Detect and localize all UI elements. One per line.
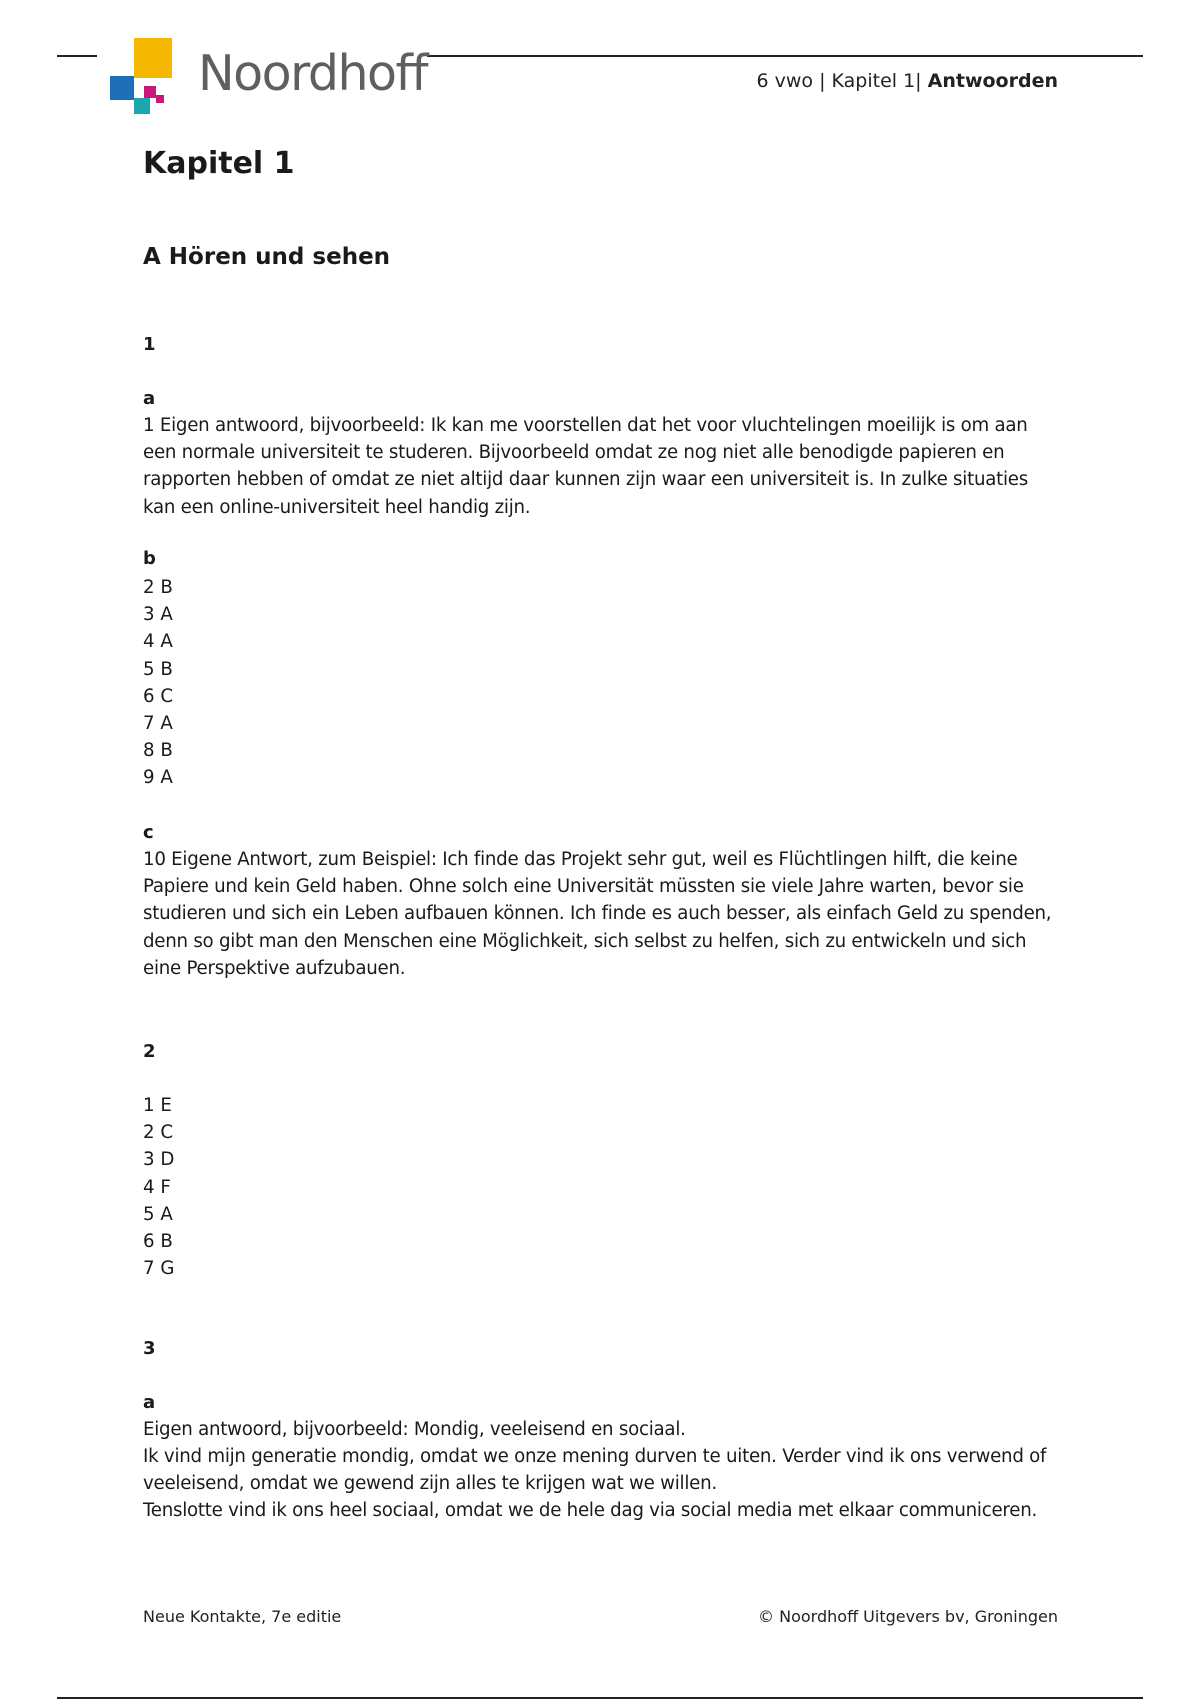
- footer-edition: Neue Kontakte, 7e editie: [143, 1607, 342, 1626]
- list-item: 2 B: [143, 577, 173, 598]
- list-item: 9 A: [143, 767, 173, 789]
- answer-text: Eigen antwoord, bijvoorbeeld: Mondig, veeleisend en sociaal.: [143, 1419, 686, 1440]
- noordhoff-logo-icon: [110, 38, 180, 118]
- answer-text: 10 Eigene Antwort, zum Beispiel: Ich finde das Projekt sehr gut, weil es Flüchtlingen hilft, die keine Papiere und kein Geld haben. Ohne solch eine Universität müssten sie viele Jahre warten, bevor sie studieren und sich ein Leben aufbauen können. Ich finde es auch besser, als einfach Geld zu spenden, denn so gibt man den Menschen eine Möglichkeit, sich selbst zu helfen, sich zu entwickeln und sich eine Perspektive aufzubauen.: [143, 849, 1052, 979]
- footer-rule: [57, 1697, 1143, 1699]
- list-item: 1 E: [143, 1095, 172, 1116]
- header-info-bold: Antwoorden: [927, 70, 1058, 92]
- header-rule-right: [427, 55, 1143, 57]
- list-item: 7 A: [143, 713, 173, 735]
- list-item: 7 G: [143, 1258, 175, 1280]
- list-item: 6 C: [143, 685, 174, 707]
- part-label: a: [143, 388, 156, 409]
- logo-yellow-square: [134, 38, 172, 78]
- section-title: A Hören und sehen: [143, 244, 391, 270]
- part-label: c: [143, 822, 154, 843]
- footer-copyright: © Noordhoff Uitgevers bv, Groningen: [758, 1607, 1058, 1626]
- header-info-text: 6 vwo | Kapitel 1|: [756, 70, 922, 92]
- answer-text: 1 Eigen antwoord, bijvoorbeeld: Ik kan me voorstellen dat het voor vluchtelingen moeilijk is om aan een normale universiteit te studeren. Bijvoorbeeld omdat ze nog niet alle benodigde papieren en rapporten hebben of omdat ze niet altijd daar kunnen zijn waar een universiteit is. In zulke situaties kan een online-universiteit heel handig zijn.: [143, 415, 1028, 518]
- question-number: 2: [143, 1041, 156, 1062]
- header-info: [757, 70, 1058, 92]
- page-title: Kapitel 1: [143, 146, 295, 181]
- list-item: 5 B: [143, 658, 173, 680]
- answer-text: Tenslotte vind ik ons heel sociaal, omdat we de hele dag via social media met elkaar communiceren.: [143, 1500, 1038, 1521]
- part-label: a: [143, 1392, 156, 1413]
- brand-name: Noordhoff: [198, 45, 428, 102]
- list-item: 3 A: [143, 604, 173, 626]
- list-item: 6 B: [143, 1231, 173, 1253]
- logo-magenta-small: [156, 95, 164, 103]
- list-item: 8 B: [143, 740, 173, 762]
- answer-text: Ik vind mijn generatie mondig, omdat we onze mening durven te uiten. Verder vind ik ons verwend of veeleisend, omdat we gewend zijn alles te krijgen wat we willen.: [143, 1446, 1047, 1495]
- question-number: 3: [143, 1338, 156, 1359]
- logo-blue-square: [110, 76, 134, 100]
- answer-list: [143, 1092, 174, 1282]
- part-label: b: [143, 548, 156, 569]
- list-item: 4 A: [143, 631, 173, 653]
- question-number: 1: [143, 334, 156, 355]
- answer-list: [143, 574, 173, 792]
- list-item: 4 F: [143, 1176, 171, 1198]
- list-item: 5 A: [143, 1203, 173, 1225]
- logo-teal-square: [134, 98, 150, 114]
- list-item: 2 C: [143, 1122, 174, 1144]
- list-item: 3 D: [143, 1149, 175, 1171]
- logo-magenta-square: [144, 86, 156, 98]
- header-rule-left: [57, 55, 97, 57]
